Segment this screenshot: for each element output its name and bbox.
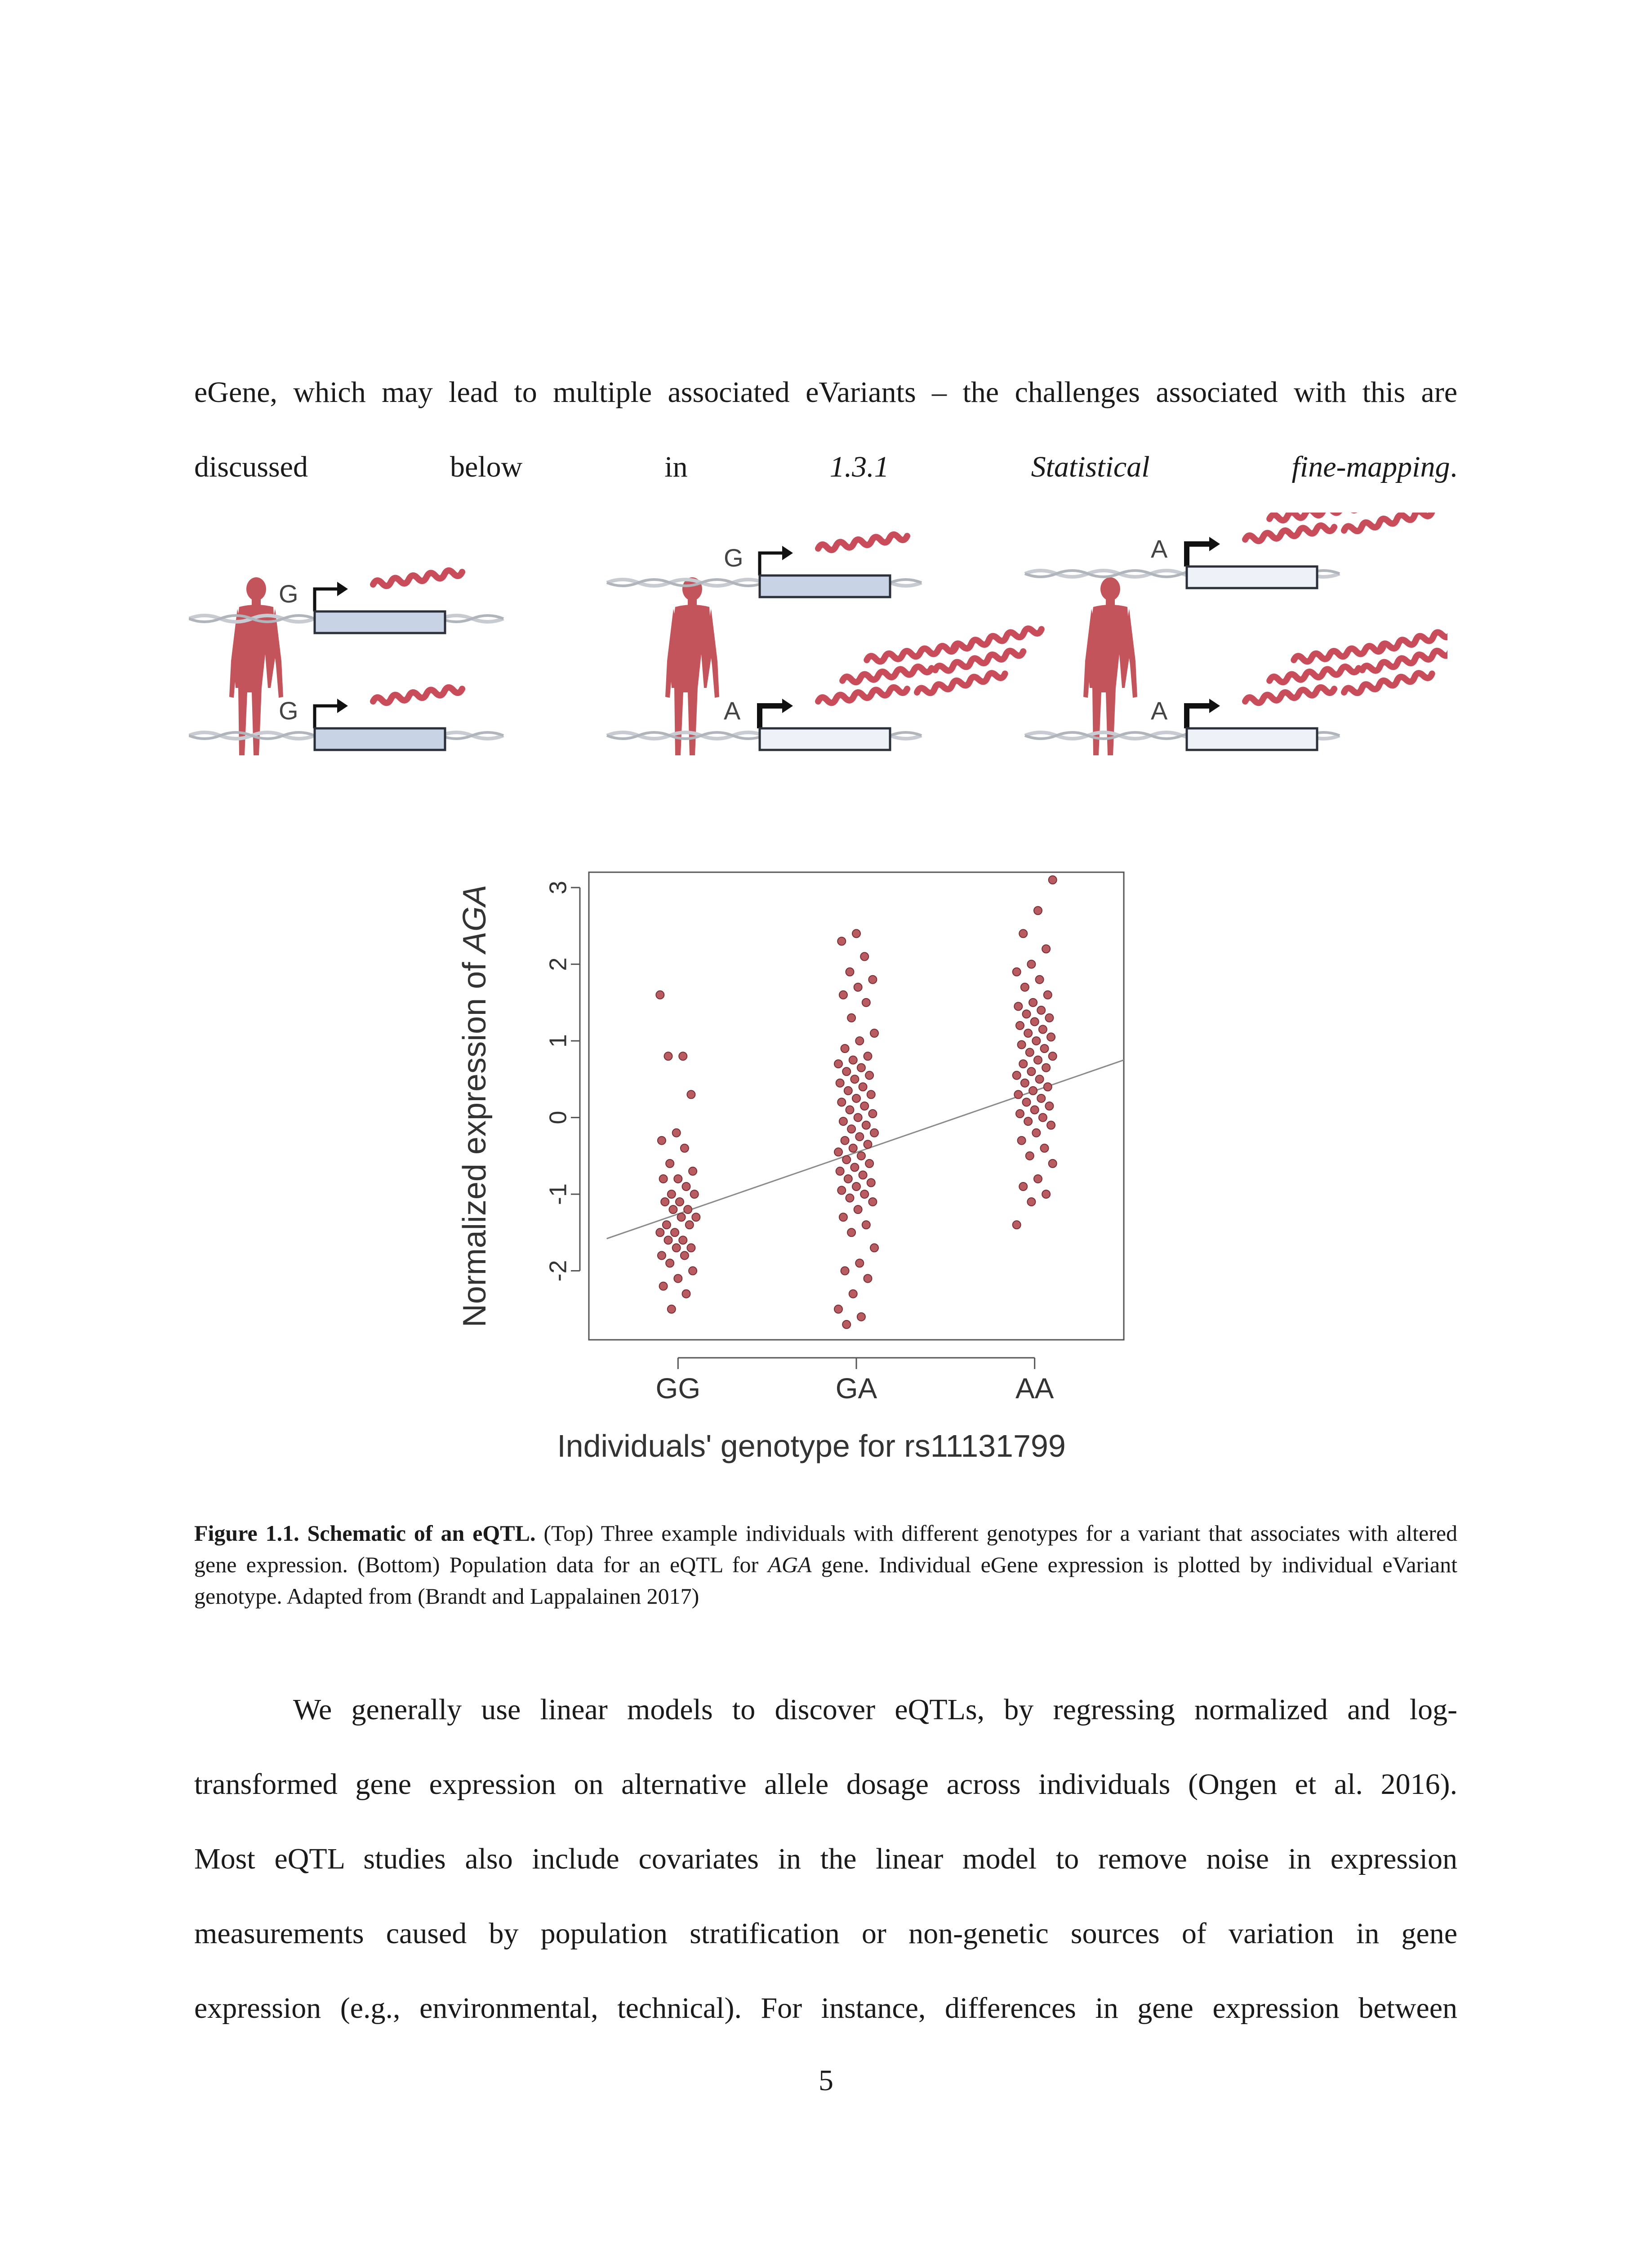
x-tick-label: GG [655, 1372, 701, 1405]
data-point-AA [1024, 1029, 1032, 1037]
data-point-AA [1021, 1079, 1029, 1087]
data-point-GA [857, 1064, 865, 1072]
data-point-AA [1045, 1102, 1053, 1110]
data-point-GG [664, 1236, 672, 1244]
data-point-GA [855, 1133, 864, 1141]
caption-gene: AGA [768, 1552, 812, 1577]
data-point-AA [1039, 1026, 1047, 1034]
data-point-GA [849, 1144, 857, 1152]
data-point-GG [658, 1251, 666, 1259]
data-point-GA [837, 937, 846, 945]
data-point-AA [1032, 1037, 1040, 1045]
data-point-AA [1047, 1121, 1055, 1129]
arrow-head-icon [1209, 537, 1220, 551]
paragraph-bottom-line-5: expression (e.g., environmental, technical). For instance, differences in gene expression between [194, 1992, 1457, 2025]
mrna-icon [1269, 513, 1359, 522]
data-point-GA [846, 1106, 854, 1114]
mrna-icon [818, 533, 908, 552]
mrna-icon [818, 686, 908, 705]
data-point-AA [1049, 1052, 1057, 1060]
data-point-GA [868, 976, 877, 984]
allele-label: G [279, 580, 298, 608]
data-point-AA [1047, 1033, 1055, 1041]
data-point-AA [1040, 1044, 1048, 1053]
gene-box [760, 575, 890, 597]
data-point-AA [1044, 991, 1052, 999]
gene-box [1187, 566, 1317, 588]
y-tick-label: 0 [544, 1111, 572, 1124]
data-point-GA [865, 1071, 873, 1079]
paragraph-bottom-line-1: We generally use linear models to discover eQTLs, by regressing normalized and log- [293, 1693, 1457, 1726]
section-reference: 1.3.1 Statistical fine-mapping [829, 450, 1450, 483]
data-point-GA [860, 1190, 868, 1198]
arrow-head-icon [337, 582, 348, 596]
x-tick-label: GA [835, 1372, 877, 1405]
data-point-GA [867, 1090, 875, 1098]
gene-box [1187, 728, 1317, 750]
mrna-icon [866, 644, 956, 664]
data-point-GG [671, 1228, 679, 1236]
y-tick-label: -2 [544, 1260, 572, 1282]
paragraph-top-line-1: eGene, which may lead to multiple associated eVariants – the challenges associated with this are [194, 376, 1457, 409]
person-icon [1083, 577, 1137, 755]
data-point-AA [1042, 1064, 1050, 1072]
data-point-AA [1014, 1002, 1022, 1010]
y-tick-label: -1 [544, 1183, 572, 1205]
data-point-GG [692, 1213, 700, 1221]
data-point-GG [690, 1190, 699, 1198]
data-point-GA [859, 1171, 867, 1179]
promoter-arrow-icon [315, 706, 337, 728]
promoter-arrow-icon [760, 706, 782, 728]
data-point-GA [857, 1152, 865, 1160]
mrna-icon [1293, 644, 1383, 664]
data-point-GA [854, 1114, 862, 1122]
data-point-GG [682, 1182, 690, 1191]
data-point-GA [836, 1167, 844, 1175]
mrna-icon [1343, 513, 1433, 534]
data-point-AA [1027, 1067, 1035, 1075]
data-point-AA [1026, 1048, 1034, 1057]
data-point-GA [864, 1140, 872, 1148]
promoter-arrow-icon [1187, 706, 1209, 728]
data-point-GA [870, 1129, 878, 1137]
data-point-GA [841, 1267, 849, 1275]
paragraph-top [194, 355, 1457, 504]
data-point-GG [687, 1090, 695, 1098]
y-tick-label: 2 [544, 957, 572, 971]
data-point-GA [870, 1029, 878, 1037]
caption-label: Figure 1.1. Schematic of an eQTL. [194, 1521, 536, 1546]
data-point-GG [674, 1275, 682, 1283]
gene-box [315, 728, 445, 750]
data-point-GG [676, 1198, 684, 1206]
data-point-GA [850, 1075, 859, 1083]
data-point-AA [1016, 1110, 1024, 1118]
data-point-GA [860, 1102, 868, 1110]
data-point-AA [1036, 1075, 1044, 1083]
data-point-AA [1019, 929, 1027, 937]
data-point-GA [844, 1087, 852, 1095]
arrow-head-icon [1209, 699, 1220, 713]
data-point-GA [834, 1060, 842, 1068]
data-point-GA [868, 1110, 877, 1118]
data-point-GG [661, 1198, 669, 1206]
data-point-AA [1031, 1017, 1039, 1026]
data-point-GG [666, 1259, 674, 1267]
data-point-AA [1032, 1129, 1040, 1137]
data-point-GG [659, 1282, 668, 1290]
data-point-AA [1022, 1010, 1030, 1018]
data-points [656, 876, 1056, 1329]
data-point-GG [663, 1221, 671, 1229]
text-prefix: discussed below in [194, 450, 830, 483]
mrna-icon [1245, 686, 1335, 705]
allele-label: A [724, 696, 741, 725]
data-point-GA [868, 1198, 877, 1206]
page-number: 5 [819, 2064, 833, 2097]
individual-2 [607, 533, 1042, 755]
data-point-GA [834, 1148, 842, 1156]
data-point-AA [1040, 1144, 1048, 1152]
data-point-AA [1042, 1190, 1050, 1198]
data-point-GG [672, 1129, 681, 1137]
data-point-GG [669, 1205, 677, 1213]
promoter-arrow-icon [760, 553, 782, 575]
data-point-AA [1016, 1021, 1024, 1030]
eqtl-scatter-plot [450, 863, 1178, 1484]
data-point-GG [679, 1052, 687, 1060]
x-tick-label: AA [1015, 1372, 1054, 1405]
data-point-GA [859, 1083, 867, 1091]
data-point-AA [1034, 906, 1042, 914]
data-point-GG [689, 1167, 697, 1175]
paragraph-bottom-line-2: transformed gene expression on alternative allele dosage across individuals (Ongen et al. 2016). [194, 1768, 1457, 1801]
data-point-GA [850, 1163, 859, 1171]
data-point-GA [855, 1037, 864, 1045]
data-point-GG [682, 1290, 690, 1298]
data-point-GA [862, 999, 870, 1007]
data-point-GA [842, 1067, 850, 1075]
eqtl-schematic-figure [189, 513, 1447, 827]
individual-1 [189, 569, 503, 755]
y-axis-label: Normalized expression of AGA [457, 884, 493, 1328]
data-point-GA [846, 968, 854, 976]
allele-row-bottom [189, 686, 503, 750]
data-point-GG [681, 1144, 689, 1152]
data-point-GA [847, 1228, 855, 1236]
promoter-arrow-icon [1187, 544, 1209, 566]
data-point-GG [672, 1244, 681, 1252]
data-point-AA [1027, 960, 1035, 968]
mrna-icon [373, 569, 463, 588]
data-point-GG [679, 1236, 687, 1244]
data-point-GG [656, 1228, 664, 1236]
data-point-AA [1044, 1083, 1052, 1091]
mrna-icon [1380, 626, 1447, 651]
data-point-GG [668, 1305, 676, 1313]
data-point-GA [857, 1313, 865, 1321]
arrow-head-icon [782, 699, 793, 713]
arrow-head-icon [782, 546, 793, 560]
data-point-GA [837, 1098, 846, 1106]
mrna-icon [1245, 524, 1335, 543]
caption-text-2: gene. Individual eGene expression is plotted by individual eVariant genotype. Adapted from (Brandt and Lappalainen 2017) [194, 1552, 1458, 1609]
mrna-icon [1269, 665, 1359, 684]
data-point-GA [867, 1178, 875, 1186]
data-point-GA [852, 1182, 860, 1191]
data-point-GA [839, 1213, 847, 1221]
data-point-GA [854, 983, 862, 991]
data-point-AA [1045, 1014, 1053, 1022]
data-point-AA [1027, 1198, 1035, 1206]
data-point-AA [1039, 1114, 1047, 1122]
data-point-GA [854, 1205, 862, 1213]
data-point-GA [870, 1244, 878, 1252]
data-point-GA [834, 1305, 842, 1313]
data-point-GG [677, 1213, 686, 1221]
data-point-GA [864, 1052, 872, 1060]
paragraph-top-line-2 [194, 430, 1457, 504]
data-point-AA [1013, 1071, 1021, 1079]
promoter-arrow-icon [315, 589, 337, 611]
allele-label: A [1151, 696, 1168, 725]
text-suffix: . [1450, 450, 1457, 483]
data-point-AA [1018, 1137, 1026, 1145]
data-point-AA [1024, 1117, 1032, 1125]
data-point-GA [839, 1117, 847, 1125]
data-point-GG [684, 1205, 692, 1213]
data-point-AA [1037, 1006, 1045, 1014]
data-point-GA [862, 1121, 870, 1129]
data-point-AA [1014, 1090, 1022, 1098]
gene-box [315, 611, 445, 633]
mrna-icon [842, 665, 932, 684]
data-point-AA [1031, 1106, 1039, 1114]
data-point-GA [847, 1125, 855, 1133]
data-point-GA [865, 1160, 873, 1168]
data-point-GA [852, 929, 860, 937]
x-axis-label: Individuals' genotype for rs11131799 [557, 1428, 1066, 1463]
figure-caption [194, 1517, 1457, 1612]
paragraph-bottom-line-4: measurements caused by population stratification or non-genetic sources of variation in gene [194, 1917, 1457, 1950]
data-point-AA [1029, 999, 1037, 1007]
data-point-AA [1029, 1087, 1037, 1095]
person-icon [229, 577, 283, 755]
data-point-GG [666, 1160, 674, 1168]
data-point-AA [1019, 1060, 1027, 1068]
gene-box [760, 728, 890, 750]
person-icon [665, 577, 719, 755]
data-point-AA [1026, 1152, 1034, 1160]
data-point-AA [1018, 1041, 1026, 1049]
data-point-AA [1013, 1221, 1021, 1229]
data-point-GA [841, 1044, 849, 1053]
data-point-GA [855, 1259, 864, 1267]
data-point-GG [687, 1244, 695, 1252]
data-point-GA [864, 1275, 872, 1283]
data-point-GA [841, 1137, 849, 1145]
data-point-GG [659, 1175, 668, 1183]
data-point-GA [862, 1221, 870, 1229]
paragraph-bottom [194, 1673, 1457, 2046]
data-point-GA [844, 1175, 852, 1183]
arrow-head-icon [337, 699, 348, 713]
data-point-GG [656, 991, 664, 999]
y-ticks [544, 881, 580, 1281]
mrna-icon [953, 626, 1042, 651]
data-point-GG [658, 1137, 666, 1145]
data-point-GA [839, 991, 847, 999]
data-point-GA [836, 1079, 844, 1087]
allele-label: G [279, 696, 298, 725]
data-point-GG [681, 1251, 689, 1259]
data-point-GG [689, 1267, 697, 1275]
y-tick-label: 3 [544, 881, 572, 895]
allele-label: A [1151, 535, 1168, 563]
data-point-GA [849, 1290, 857, 1298]
data-point-AA [1049, 876, 1057, 884]
data-point-AA [1013, 968, 1021, 976]
data-point-GA [847, 1014, 855, 1022]
data-point-AA [1037, 1094, 1045, 1102]
data-point-GA [846, 1194, 854, 1202]
data-point-GA [837, 1186, 846, 1195]
data-point-AA [1049, 1160, 1057, 1168]
paragraph-bottom-line-3: Most eQTL studies also include covariates in the linear model to remove noise in expression [194, 1842, 1457, 1875]
mrna-icon [373, 686, 463, 705]
allele-row-top [1025, 513, 1447, 588]
data-point-AA [1042, 945, 1050, 953]
data-point-GA [842, 1320, 850, 1329]
data-point-AA [1022, 1098, 1030, 1106]
data-point-AA [1034, 1175, 1042, 1183]
data-point-AA [1021, 983, 1029, 991]
data-point-AA [1019, 1182, 1027, 1191]
y-tick-label: 1 [544, 1034, 572, 1048]
data-point-AA [1036, 976, 1044, 984]
data-point-AA [1034, 1056, 1042, 1064]
data-point-GA [852, 1094, 860, 1102]
allele-row-top [607, 533, 922, 597]
x-ticks [656, 1358, 1054, 1405]
allele-row-top [189, 569, 503, 633]
data-point-GA [849, 1056, 857, 1064]
data-point-GG [668, 1190, 676, 1198]
data-point-GG [674, 1175, 682, 1183]
plot-frame [589, 872, 1124, 1340]
data-point-GG [664, 1052, 672, 1060]
data-point-GA [860, 953, 868, 961]
data-point-GA [842, 1155, 850, 1164]
data-point-GG [686, 1221, 694, 1229]
individual-3 [1025, 513, 1447, 755]
allele-label: G [724, 544, 744, 572]
caption-text-1: (Top) Three example individuals with different genotypes for a variant that associates with altered gene expression. (Bottom) Population data for an eQTL for [194, 1521, 1457, 1577]
